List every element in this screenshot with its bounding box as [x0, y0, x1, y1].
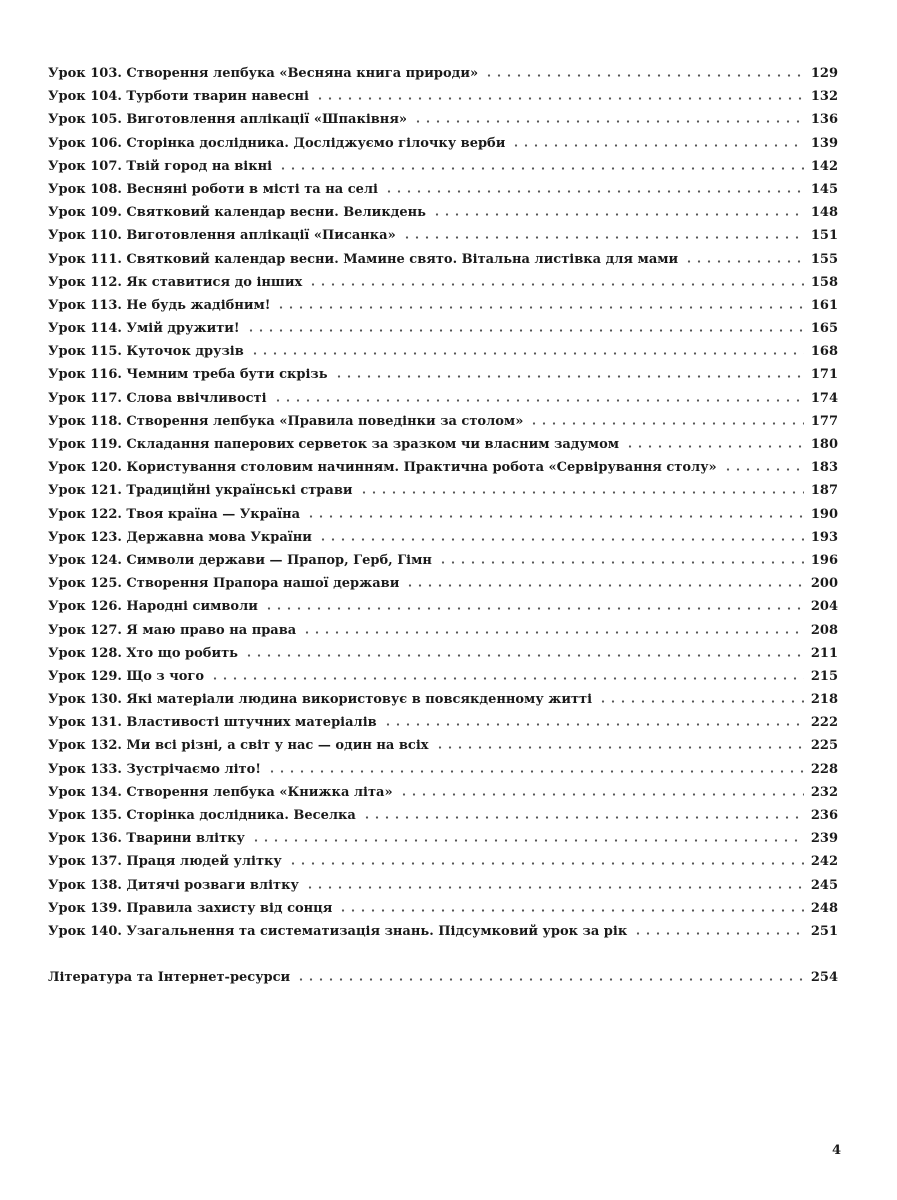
toc-entry-title: Урок 130. Які матеріали людина використовує в повсякденному житті: [48, 692, 593, 708]
toc-entry-title: Урок 127. Я маю право на права: [48, 622, 297, 638]
toc-entry-page: 190: [810, 506, 838, 522]
toc-entry-title: Урок 126. Народні символи: [48, 599, 258, 615]
toc-entry-title: Урок 107. Твій город на вікні: [48, 158, 273, 174]
toc-entry-page: 245: [810, 877, 838, 893]
toc-entry-title: Урок 138. Дитячі розваги влітку: [48, 877, 299, 893]
dot-leader: [432, 213, 804, 216]
toc-entry: [48, 692, 838, 715]
toc-entry: [48, 159, 838, 182]
toc-entry-title: Урок 140. Узагальнення та систематизація знань. Підсумковий урок за рік: [48, 923, 628, 939]
dot-leader: [273, 399, 804, 402]
toc-entry-page: 165: [810, 321, 838, 337]
toc-entry-title: Урок 139. Правила захисту від сонця: [48, 900, 333, 916]
toc-entry-title: Урок 123. Державна мова України: [48, 529, 312, 545]
toc-entry: [48, 182, 838, 205]
dot-leader: [529, 422, 804, 425]
toc-entry: [48, 576, 838, 599]
toc-entry-title: Урок 114. Умій дружити!: [48, 321, 240, 337]
toc-entry-page: 180: [810, 437, 838, 452]
toc-entry-page: 187: [810, 483, 838, 499]
toc-entry: [48, 136, 838, 159]
toc-entry-title: Урок 118. Створення лепбука «Правила поведінки за столом»: [48, 413, 524, 429]
toc-entry-title: Урок 112. Як ставитися до інших: [48, 274, 303, 290]
toc-entry: [48, 252, 838, 275]
toc-entry: [48, 854, 838, 877]
toc-entry-title: Урок 128. Хто що робить: [48, 645, 238, 661]
toc-entry-title: Урок 136. Тварини влітку: [48, 831, 245, 847]
toc-entry: [48, 367, 838, 390]
toc-entry-page: 239: [810, 831, 838, 847]
toc-entry-title: Урок 132. Ми всі різні, а світ у нас — один на всіх: [48, 738, 429, 754]
toc-entry: [48, 89, 838, 112]
dot-leader: [244, 654, 804, 657]
toc-entry-page: 196: [810, 552, 838, 568]
toc-entry-page: 193: [810, 529, 838, 545]
toc-entry: [48, 738, 838, 761]
dot-leader: [438, 561, 804, 564]
dot-leader: [338, 909, 804, 912]
toc-entry-page: 204: [810, 599, 838, 615]
toc-entry: [48, 205, 838, 228]
toc-entry: [48, 808, 838, 831]
toc-entry-title: Урок 124. Символи держави — Прапор, Герб, Гімн: [48, 552, 432, 568]
toc-entry-title: Урок 106. Сторінка дослідника. Досліджуємо гілочку верби: [48, 135, 506, 151]
dot-leader: [315, 97, 804, 100]
toc-entry-page: 158: [810, 274, 838, 290]
dot-leader: [305, 886, 804, 889]
toc-entry-page: 225: [810, 738, 838, 754]
toc-entry-page: 228: [810, 761, 838, 777]
toc-entry: [48, 924, 838, 947]
dot-leader: [251, 839, 804, 842]
dot-leader: [383, 723, 804, 726]
toc-entry-title: Урок 113. Не будь жадібним!: [48, 297, 271, 313]
dot-leader: [318, 538, 804, 541]
toc-entry-page: 168: [810, 344, 838, 360]
toc-entry: [48, 623, 838, 646]
dot-leader: [334, 375, 804, 378]
toc-entry: [48, 553, 838, 576]
toc-entry: [48, 321, 838, 344]
toc-entry-title: Урок 119. Складання паперових серветок за зразком чи власним задумом: [48, 437, 620, 452]
toc-entry-title: Урок 133. Зустрічаємо літо!: [48, 761, 261, 777]
toc-entry-page: 232: [810, 784, 838, 800]
toc-entry-page: 222: [810, 715, 838, 731]
toc-entry: [48, 901, 838, 924]
toc-entry: [48, 344, 838, 367]
toc-entry-title: Урок 131. Властивості штучних матеріалів: [48, 715, 377, 731]
toc-entry-page: 254: [810, 969, 838, 985]
toc-entry-title: Урок 117. Слова ввічливості: [48, 390, 267, 406]
dot-leader: [362, 816, 804, 819]
dot-leader: [296, 978, 804, 981]
dot-leader: [723, 468, 804, 471]
dot-leader: [267, 770, 804, 773]
toc-entry-page: 215: [810, 668, 838, 684]
toc-entry: [48, 878, 838, 901]
toc-literature-entry: [48, 970, 838, 993]
toc-entry: [48, 66, 838, 89]
toc-entry-title: Урок 122. Твоя країна — Україна: [48, 506, 301, 522]
toc-entry-title: Урок 134. Створення лепбука «Книжка літа»: [48, 784, 393, 800]
toc-entry-page: 248: [810, 900, 838, 916]
dot-leader: [684, 260, 804, 263]
toc-entry-page: 174: [810, 390, 838, 406]
dot-leader: [405, 584, 804, 587]
dot-leader: [402, 236, 804, 239]
dot-leader: [633, 932, 804, 935]
toc-entry: [48, 275, 838, 298]
toc-entry-page: 208: [810, 622, 838, 638]
toc-entry-page: 155: [810, 251, 838, 267]
toc-entry-page: 148: [810, 205, 838, 221]
toc-entry: [48, 460, 838, 483]
toc-entry-page: 242: [810, 854, 838, 870]
dot-leader: [384, 190, 804, 193]
toc-entry-page: 161: [810, 297, 838, 313]
toc-entry-page: 200: [810, 576, 838, 592]
toc-entry-title: Урок 120. Користування столовим начинням. Практична робота «Сервірування столу»: [48, 460, 717, 476]
toc-entry: [48, 437, 838, 460]
dot-leader: [288, 862, 804, 865]
toc-entry: [48, 112, 838, 135]
toc-entry-title: Урок 116. Чемним треба бути скрізь: [48, 367, 328, 383]
toc-entry-title: Урок 110. Виготовлення аплікації «Писанка»: [48, 228, 396, 244]
toc-entry: [48, 646, 838, 669]
toc-entry-title: Урок 129. Що з чого: [48, 668, 205, 684]
toc-entry-title: Урок 135. Сторінка дослідника. Веселка: [48, 808, 356, 823]
toc-entry-title: Урок 104. Турботи тварин навесні: [48, 89, 309, 105]
toc-entry-title: Урок 111. Святковий календар весни. Мамине свято. Вітальна листівка для мами: [48, 251, 679, 267]
toc-entry: [48, 507, 838, 530]
toc-entry: [48, 715, 838, 738]
dot-leader: [511, 144, 804, 147]
toc-entry-title: Урок 137. Праця людей улітку: [48, 854, 282, 870]
toc-entry-title: Урок 115. Куточок друзів: [48, 344, 244, 360]
dot-leader: [413, 120, 804, 123]
table-of-contents: [48, 66, 838, 947]
toc-entry-title: Урок 109. Святковий календар весни. Великдень: [48, 205, 426, 221]
dot-leader: [399, 793, 804, 796]
toc-entry: [48, 530, 838, 553]
dot-leader: [250, 352, 804, 355]
dot-leader: [435, 746, 804, 749]
dot-leader: [359, 491, 805, 494]
toc-entry-page: 236: [810, 808, 838, 823]
toc-entry-page: 139: [810, 135, 838, 151]
toc-entry-page: 183: [810, 460, 838, 476]
dot-leader: [264, 607, 804, 610]
toc-entry-page: 145: [810, 181, 838, 197]
toc-entry-page: 171: [810, 367, 838, 383]
toc-entry: [48, 669, 838, 692]
toc-entry: [48, 785, 838, 808]
toc-entry: [48, 599, 838, 622]
toc-entry-page: 142: [810, 158, 838, 174]
toc-entry-title: Урок 121. Традиційні українські страви: [48, 483, 353, 499]
toc-entry-title: Література та Інтернет-ресурси: [48, 969, 291, 985]
dot-leader: [308, 283, 804, 286]
toc-entry: [48, 762, 838, 785]
toc-entry: [48, 483, 838, 506]
toc-entry-title: Урок 103. Створення лепбука «Весняна книга природи»: [48, 66, 479, 81]
toc-entry-page: 129: [810, 66, 838, 81]
dot-leader: [278, 167, 804, 170]
toc-entry-page: 132: [810, 89, 838, 105]
toc-entry-page: 136: [810, 112, 838, 128]
dot-leader: [210, 677, 804, 680]
toc-entry-page: 251: [810, 923, 838, 939]
toc-entry: [48, 831, 838, 854]
dot-leader: [484, 74, 804, 77]
toc-entry: [48, 298, 838, 321]
dot-leader: [306, 515, 804, 518]
toc-entry-page: 151: [810, 228, 838, 244]
toc-entry-title: Урок 125. Створення Прапора нашої держави: [48, 576, 400, 592]
dot-leader: [625, 445, 804, 448]
toc-entry-title: Урок 105. Виготовлення аплікації «Шпаківня»: [48, 112, 408, 128]
dot-leader: [276, 306, 804, 309]
toc-entry-page: 218: [810, 692, 838, 708]
dot-leader: [302, 631, 804, 634]
toc-entry: [48, 391, 838, 414]
dot-leader: [246, 329, 804, 332]
page-number: 4: [831, 1143, 841, 1158]
toc-entry-page: 211: [810, 645, 838, 661]
dot-leader: [598, 700, 804, 703]
toc-entry-page: 177: [810, 413, 838, 429]
toc-entry-title: Урок 108. Весняні роботи в місті та на селі: [48, 181, 378, 197]
toc-entry: [48, 414, 838, 437]
toc-entry: [48, 228, 838, 251]
